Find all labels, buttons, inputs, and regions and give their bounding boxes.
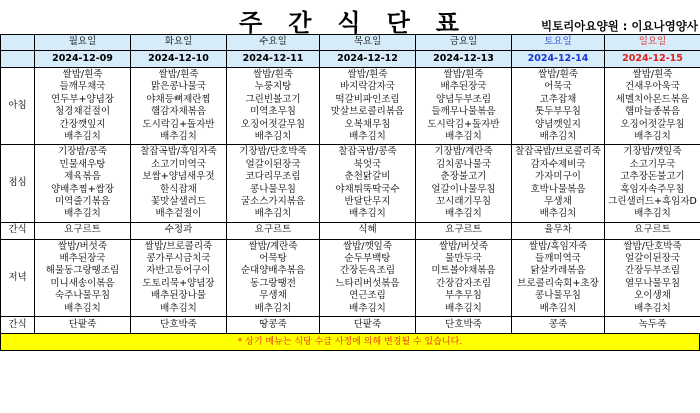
date-header: 2024-12-10: [131, 51, 227, 68]
snack-cell: 요구르트: [416, 222, 512, 239]
day-header: 일요일: [605, 35, 700, 51]
menu-cell: [320, 145, 416, 222]
menu-item: 흑임자속주무침: [620, 183, 685, 195]
menu-cell: [416, 68, 512, 145]
snack2-row: [1, 317, 700, 334]
menu-item: 기장밥/단호박죽: [239, 146, 307, 158]
menu-cell: [35, 239, 131, 316]
menu-item: 무생채: [259, 290, 287, 302]
menu-cell: [605, 239, 700, 316]
meal-label: 간식: [1, 317, 35, 334]
menu-item: 맛살브로콜리볶음: [330, 106, 405, 118]
menu-cell: [227, 145, 320, 222]
menu-item: 어묵국: [544, 81, 572, 93]
menu-item: 배추된장국: [59, 253, 106, 265]
menu-item: 열무나물무침: [624, 277, 681, 289]
menu-item: 미역초무침: [250, 106, 296, 118]
menu-item: 고추장돈불고기: [620, 171, 685, 183]
menu-item: 배추김치: [539, 130, 577, 142]
menu-item: 청경채겉절이: [54, 106, 111, 118]
snack-cell: 요구르트: [605, 222, 700, 239]
menu-item: 미역줄기볶음: [54, 195, 111, 207]
menu-item: 감자수제비국: [530, 158, 586, 170]
menu-item: 물만두국: [445, 253, 482, 265]
snack-cell: 수정과: [131, 222, 227, 239]
menu-item: 춘천닭갈비: [344, 171, 391, 183]
menu-cell: [320, 68, 416, 145]
menu-item: 찰잡곡밥/흑임자죽: [140, 146, 217, 158]
menu-item: 배추김치: [539, 302, 577, 314]
date-header: 2024-12-15: [605, 51, 700, 68]
menu-item: 배추김치: [64, 208, 101, 220]
menu-item: 콩나물무침: [535, 290, 581, 302]
menu-item: 배추김치: [160, 302, 197, 314]
menu-item: 얼갈이나물무침: [431, 183, 496, 195]
menu-item: 쌀밥/흰죽: [253, 69, 293, 80]
menu-item: 세멜치아몬드볶음: [615, 93, 690, 105]
menu-cell: [320, 239, 416, 316]
menu-item: 미트볼야채볶음: [431, 265, 496, 277]
menu-item: 소고기무국: [629, 158, 676, 170]
menu-item: 배추된장나물: [150, 290, 207, 302]
snack-cell: 단호박죽: [131, 317, 227, 334]
date-header: 2024-12-12: [320, 51, 416, 68]
menu-item: 배추김치: [349, 130, 386, 142]
menu-item: 배추김치: [160, 130, 197, 142]
menu-item: 얼갈이된장국: [624, 253, 681, 265]
snack-cell: 땅콩죽: [227, 317, 320, 334]
menu-cell: [227, 239, 320, 316]
menu-item: 쌀밥/흰죽: [632, 69, 673, 80]
menu-item: 호박나물볶음: [530, 183, 586, 195]
snack-cell: 단호박죽: [416, 317, 512, 334]
day-header: 월요일: [35, 35, 131, 51]
menu-item: 가자미구이: [535, 171, 581, 183]
menu-item: 양배추찜+쌈장: [50, 183, 115, 195]
menu-item: 굴소스가지볶음: [240, 195, 306, 207]
menu-item: 배추김치: [64, 302, 101, 314]
menu-item: 쌀밥/흑임자죽: [528, 240, 588, 252]
title-char: 식: [337, 9, 363, 37]
title-char: 표: [435, 9, 461, 37]
menu-item: 쌀밥/흰죽: [538, 69, 578, 80]
snack-cell: 단팥죽: [320, 317, 416, 334]
menu-item: 보쌈+양념새우젓: [142, 171, 215, 183]
menu-item: 들깨무채국: [59, 81, 106, 93]
menu-item: 춘장불고기: [440, 171, 487, 183]
menu-item: 배추된장국: [440, 81, 487, 93]
menu-item: 햄감자채볶음: [150, 106, 207, 118]
lunch-row: [1, 145, 700, 222]
menu-cell: [227, 68, 320, 145]
menu-item: 쌀밥/흰죽: [62, 69, 103, 80]
menu-item: 소고기미역국: [150, 158, 207, 170]
menu-item: 배추김치: [634, 302, 671, 314]
menu-item: 오징어젓갈무침: [620, 118, 685, 130]
menu-cell: [605, 145, 700, 222]
menu-item: 기장밥/계란죽: [434, 146, 493, 158]
menu-item: 들깨미역국: [535, 253, 581, 265]
menu-item: 햄마늘종볶음: [624, 106, 681, 118]
day-header: 금요일: [416, 35, 512, 51]
menu-item: 도시락김+돌자반: [427, 118, 500, 130]
facility-name: 빅토리아요양원 : 이요나영양사: [540, 19, 698, 33]
menu-item: 고추잡채: [539, 93, 577, 105]
snack-cell: 식혜: [320, 222, 416, 239]
menu-item: 쌀밥/깻잎죽: [342, 240, 393, 252]
menu-item: 미니새송이볶음: [50, 277, 115, 289]
date-header: 2024-12-13: [416, 51, 512, 68]
menu-item: 간장깻잎지: [59, 118, 106, 130]
menu-item: 그린빈볼고기: [245, 93, 301, 105]
menu-item: 들깨무나물볶음: [431, 106, 496, 118]
menu-item: 찰잡곡밥/콩죽: [338, 146, 397, 158]
meal-label: 간식: [1, 222, 35, 239]
date-header: 2024-12-14: [512, 51, 605, 68]
menu-cell: [35, 68, 131, 145]
menu-item: 콩나물무침: [250, 183, 296, 195]
menu-item: 배추겉절이: [155, 208, 202, 220]
menu-item: 한식잡채: [160, 183, 197, 195]
corner-cell: [1, 51, 35, 68]
menu-cell: [605, 68, 700, 145]
menu-item: 배추김치: [254, 302, 292, 314]
menu-item: 쌀밥/흰죽: [347, 69, 388, 80]
menu-item: 바지락감자국: [339, 81, 396, 93]
menu-item: 떡갈비파인조림: [335, 93, 400, 105]
snack-cell: 율무차: [512, 222, 605, 239]
snack-cell: 요구르트: [35, 222, 131, 239]
menu-item: 배추김치: [445, 208, 482, 220]
snack1-row: [1, 222, 700, 239]
meal-label: 아침: [1, 68, 35, 145]
menu-item: 무생채: [544, 195, 572, 207]
menu-item: 쌀밥/버섯죽: [57, 240, 108, 252]
menu-item: 민물새우탕: [59, 158, 106, 170]
menu-item: 쌀밥/흰죽: [443, 69, 484, 80]
menu-item: 배추김치: [634, 130, 671, 142]
day-header: 토요일: [512, 35, 605, 51]
day-header: 목요일: [320, 35, 416, 51]
menu-item: 배추김치: [349, 302, 386, 314]
menu-item: 오이생채: [634, 290, 671, 302]
snack-cell: 단팥죽: [35, 317, 131, 334]
menu-item: 브로콜리숙회+초장: [517, 277, 599, 289]
date-header: 2024-12-09: [35, 51, 131, 68]
menu-item: 반달단무지: [344, 195, 391, 207]
menu-item: 해물동그랑땡조림: [45, 265, 120, 277]
menu-item: 느타리버섯볶음: [335, 277, 400, 289]
menu-item: 양념두부조림: [435, 93, 492, 105]
day-header: 화요일: [131, 35, 227, 51]
breakfast-row: [1, 68, 700, 145]
menu-item: 기장밥/콩죽: [57, 146, 108, 158]
menu-item: 배추김치: [254, 130, 292, 142]
menu-item: 닭살카레볶음: [530, 265, 586, 277]
menu-cell: [131, 239, 227, 316]
menu-cell: [35, 145, 131, 222]
menu-item: 자반고등어구이: [146, 265, 211, 277]
footer-notice: * 상기 메뉴는 식당 수급 사정에 의해 변경될 수 있습니다.: [0, 334, 700, 351]
menu-cell: [416, 239, 512, 316]
menu-item: 야채튀뚝딱국수: [335, 183, 400, 195]
menu-item: 오복채무침: [344, 118, 391, 130]
menu-item: 숙주나물무침: [54, 290, 111, 302]
title-char: 단: [386, 9, 412, 37]
menu-item: 연근조림: [349, 290, 386, 302]
menu-item: 배추김치: [539, 208, 577, 220]
menu-item: 간장감자조림: [435, 277, 492, 289]
menu-item: 맑은콩나물국: [150, 81, 207, 93]
title-char: 주: [239, 9, 265, 37]
dinner-row: [1, 239, 700, 316]
menu-item: 콩가루시금치국: [146, 253, 211, 265]
menu-item: 배추김치: [445, 302, 482, 314]
menu-item: 간장두부조림: [624, 265, 681, 277]
menu-item: 기장밥/깻잎죽: [623, 146, 682, 158]
menu-item: 누룽지탕: [254, 81, 292, 93]
menu-item: 쌀밥/단호박죽: [623, 240, 682, 252]
menu-item: 도토리묵+양념장: [142, 277, 215, 289]
menu-cell: [131, 145, 227, 222]
menu-item: 배추김치: [634, 208, 671, 220]
menu-item: 양념깻잎지: [535, 118, 581, 130]
menu-item: 건새우아욱국: [624, 81, 681, 93]
menu-item: 연두부+양념장: [50, 93, 115, 105]
menu-item: 꽃맛살샐러드: [150, 195, 207, 207]
menu-item: 쌀밥/흰죽: [158, 69, 199, 80]
meal-label: 저녁: [1, 239, 35, 316]
snack-cell: 콩죽: [512, 317, 605, 334]
menu-item: 쌀밥/버섯죽: [438, 240, 489, 252]
menu-item: 얼갈이된장국: [245, 158, 301, 170]
menu-item: 어묵탕: [259, 253, 287, 265]
menu-cell: [512, 239, 605, 316]
menu-item: 배추김치: [349, 208, 386, 220]
menu-item: 그린샐러드+흑임자D: [608, 195, 697, 207]
menu-item: 찰잡곡밥/브로콜리죽: [515, 146, 601, 158]
day-header: 수요일: [227, 35, 320, 51]
menu-item: 북엇국: [353, 158, 382, 170]
menu-item: 김치콩나물국: [435, 158, 492, 170]
menu-item: 순대양배추볶음: [240, 265, 306, 277]
menu-item: 야채등뼈제란찜: [146, 93, 211, 105]
menu-item: 도시락김+돌자반: [142, 118, 215, 130]
menu-item: 제육볶음: [64, 171, 101, 183]
menu-cell: [416, 145, 512, 222]
menu-item: 톳두부무침: [535, 106, 581, 118]
menu-item: 쌀밥/브로콜리죽: [144, 240, 213, 252]
snack-cell: 요구르트: [227, 222, 320, 239]
menu-cell: [512, 68, 605, 145]
date-header: 2024-12-11: [227, 51, 320, 68]
menu-item: 부추무침: [445, 290, 482, 302]
menu-item: 간장돈육조림: [339, 265, 396, 277]
meal-label: 점심: [1, 145, 35, 222]
menu-item: 순두부백탕: [344, 253, 391, 265]
menu-item: 배추김치: [254, 208, 292, 220]
snack-cell: 녹두죽: [605, 317, 700, 334]
menu-cell: [131, 68, 227, 145]
menu-item: 오징어젓갈무침: [240, 118, 306, 130]
menu-item: 동그랑땡전: [250, 277, 296, 289]
menu-item: 배추김치: [64, 130, 101, 142]
weekly-menu-table: [0, 34, 700, 334]
menu-item: 쌀밥/계란죽: [248, 240, 298, 252]
menu-item: 배추김치: [445, 130, 482, 142]
title-char: 간: [288, 9, 314, 37]
menu-item: 꼬시래기무침: [435, 195, 492, 207]
menu-cell: [512, 145, 605, 222]
menu-item: 코다리무조림: [245, 171, 301, 183]
